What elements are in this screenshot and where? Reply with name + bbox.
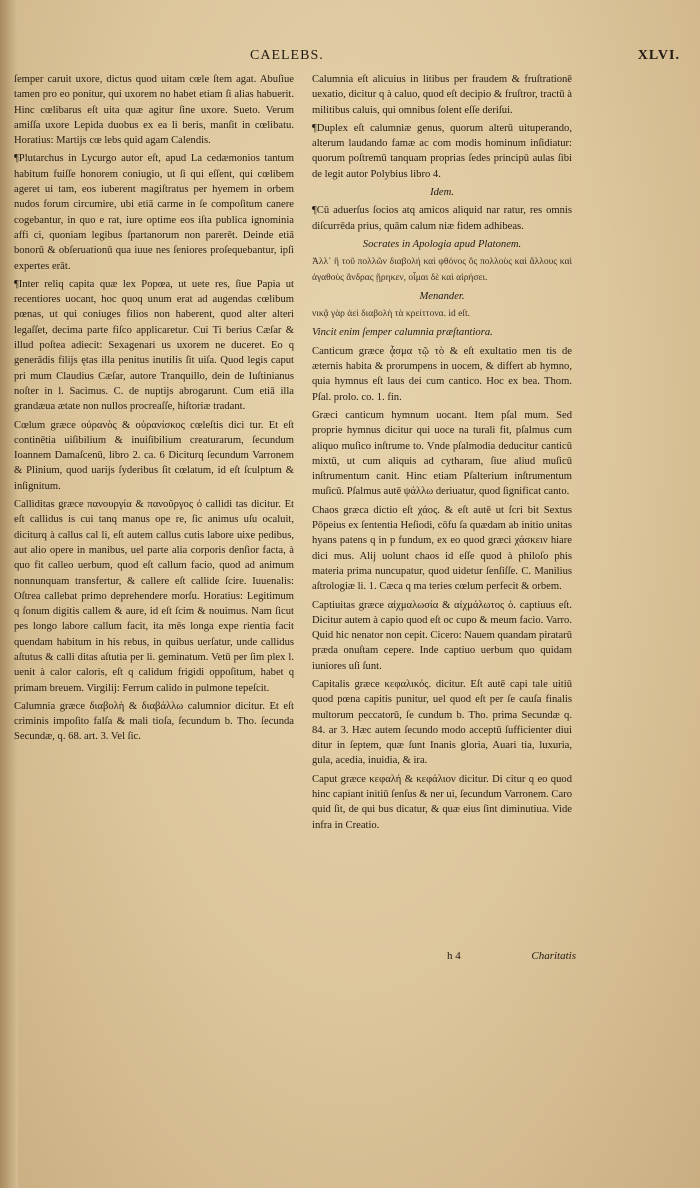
right-column [312, 72, 572, 836]
quote-heading: Idem. [430, 187, 454, 199]
paragraph: Captiuitas græce αἰχμαλωσία & αἰχμάλωτος ὁ. captiuus eſt. Dicitur autem à capio quod eſt oc cupo & meum facio. Varro. Quid hic nenator non cepit. Cicero: Nauem quandam piratarū præda onuſtam cepere. Inde captiuo uerbum quo quidam iuniores uſi ſunt. [312, 599, 572, 672]
paragraph: Cœlum græce οὐρανὸς & οὐρανίσκος cœleſtis dici tur. Et eſt continētia uiſibilium & inuiſibilium creaturarum, ſecundum Ioannem Damaſcenū, libro 2. ca. 6 Diciturq ſecundum Varronem & Plinium, quod uarijs ſyderibus ſit cœlatum, id eſt ſculptum & inſignitum. [14, 419, 294, 492]
quote-heading: Menander. [419, 290, 465, 302]
paragraph: Calumnia eſt alicuius in litibus per fraudem & fruſtrationē uexatio, dicitur q à caluo, quod eſt decipio & fruſtror, tractū à militibus caluis, qui omnibus ſolent eſſe deriſui. [312, 74, 572, 116]
greek-quote: νικᾷ γὰρ ἀεὶ διαβολὴ τὰ κρείττονα. id eſt. [312, 309, 471, 320]
paragraph: Canticum græce ᾆσμα τῷ τὸ & eſt exultatio men tis de æternis habita & prorumpens in uocem, & differt ab hymno, quia hymnus eſt laus dei cum cantico. Hoc ex bea. Thom. Pſal. prolo. co. 1. fin. [312, 345, 572, 403]
paragraph: Capitalis græce κεφαλικός. dicitur. Eſt autē capi tale uitiū quod pœna capitis punitur, uel quod eſt per ſe cauſa finalis multorum peccatorū, ſe cundum b. Tho. prima Secundæ q. 84. ar 3. Hæc autem ſecundo modo acceptū ſufficienter diui ditur in ſeptem, quæ ſunt Inanis gloria, Auari tia, luxuria, gula, acedia, inuidia, & ira. [312, 678, 572, 767]
page-header [20, 48, 680, 68]
signature-mark: h 4 [447, 950, 461, 962]
page-footer [312, 950, 576, 966]
folio-number: XLVI. [637, 48, 680, 63]
paragraph: Calumnia græce διαβολὴ & διαβάλλω calumnior dicitur. Et eſt criminis impoſito falſa & mali tioſa, ſecundum b. Tho. ſecunda Secundæ, q. 68. art. 3. Vel ſic. [14, 700, 294, 743]
greek-quote: Ἀλλ᾽ ἢ τοῦ πολλῶν διαβολή καὶ φθόνος ὃς πολλοὺς καὶ ἄλλους καὶ ἀγαθοὺς ἄνδρας ᾕρηκεν, οἶμαι δὲ καὶ αἱρήσει. [312, 257, 572, 283]
paragraph: Calliditas græce πανουργία & πανοῦργος ὁ callidi tas dicitur. Et eſt callidus is cui tanq manus ope re, ſic animus uſu ocaluit, diciturq à callus cal li, eſt autem callus cutis labore uixe pedibus, aut alio opere in manibus, uel parte alia corporis denſior facta, à quo fit calleo uerbum, quod eſt callum facio, quod ad animum nonnunquam transfertur, & callere eſt callide ſcire. Iuuenalis: Oſtrea callebat primo deprehendere morſu. Horatius: Legitimum q ſonum digitis callem & aure, id eſt ſcim & nouimus. Nam ſicut pes longo labore callum facit, ita mēs longa expe rientia facit quendam habitum in his rebus, in quibus uerſatur, unde callidus aſtutus & calli ditas aſtutia per li. geminatum. Vetū per ſim plex l. uenit à calor caloris, eſt q calidum frigidi oppoſitum, habet q primam breuem. Virgilij: Ferrum calido in pulmone tepeſcit. [14, 499, 294, 694]
paragraph: Caput græce κεφαλή & κεφάλιον dicitur. Di citur q eo quod hinc capiant initiū ſenſus & ner ui, ſecundum Varronem. Caro quid ſit, de qui bus dicatur, & quæ eius ſint diminutiua. Vide infra in Creatio. [312, 773, 572, 831]
quote-heading: Socrates in Apologia apud Platonem. [362, 238, 522, 250]
paragraph: ſemper caruit uxore, dictus quod uitam cœle ſtem agat. Abuſiue tamen pro eo ponitur, qui uxorem no habet etiam ſi alias habuerit. Hinc cœlibarus eſt uita quæ agitur ſine uxore. Sueto. Verum amiſſa uxore Lepida duobus ex ea li beris, manſit in cœlibatu. Horatius: Martijs cœ lebs quid agam Calendis. [14, 74, 294, 147]
paragraph: ¶Duplex eſt calumniæ genus, quorum alterū uituperando, alterum laudando famæ ac com modis hominum inſidiatur: quorum poſtremū tanquam proprias ſedes principū aulas ſibi de legit autor Polybius libro 4. [312, 122, 572, 180]
left-column [14, 72, 294, 748]
paragraph: Græci canticum hymnum uocant. Item pſal mum. Sed proprie hymnus dicitur qui uoce na turali fit, pſalmus cum aliquo muſico inſtrume to. Vnde pſalmodia deducitur canticū mixtū, ut cum aliquis ad cytharam, ſiue aliud muſicū inſtrumentum canit. Hinc etiam Pſalterium inſtrumentum muſicū. Pſalmus autē ψάλλω deriuatur, quod ſignificat canto. [312, 409, 572, 498]
running-head: CAELEBS. [250, 48, 324, 63]
paragraph: ¶Cū aduerſus ſocios atq amicos aliquid nar ratur, res omnis diſcurrēda prius, quām calum niæ fidem adhibeas. [312, 205, 572, 232]
paragraph: ¶Inter reliq capita quæ lex Popœa, ut uete res, ſiue Papia ut recentiores uocant, hoc quoq unum erat ad augendas cœlibum pœnas, ut qui coniuges filios non haberent, quod alter alteri legaſſet, decima parte fiſco applicaretur. Cui Ti berius Cæſar & illud poſtea adiecit: Sexagenari us uxorem ne duceret. Eo q generādis filijs ętas illa penitus inutilis ſit uiſa. Quod legis caput pri mum Claudius Cæſar, autore Tranquillo, dein de Iuſtinianus noſter in l. Sacimus. C. de nuptijs abrogarunt. Cum etiā illa grandæua ætate non nullos procreaſſe, hiſtoriæ tradant. [14, 278, 294, 413]
paragraph: Chaos græca dictio eſt χάος. & eſt autē ut ſcri bit Sextus Pōpeius ex ſententia Heſiodi, cōfu ſa quædam ab initio unitas hyans patens q in p fundum, ex eo quod græci χάσκειν hiare dici mus. Alij uolunt chaos id eſſe quod à philoſo phis materia prima nuncupatur, quod uidetur ſenſiſſe. C. Manilius aſtrologiæ li. 1. Cæca q ma teries cœlum perfecit & orbem. [312, 504, 572, 593]
paragraph: ¶Plutarchus in Lycurgo autor eſt, apud La cedæmonios tantum habitum fuiſſe honorem coniugio, ut ſi qui eſſent, qui cœlibem ageret ui tam, eos iuberent magiſtratus per hyemem in orbem nudos forum circumire, ubi etiā carme in ſe compoſitum canere cogebantur, in quo e rat, iure optime eos iſta publica ignominia affi ci, quoniam legibus ſpartanorum non parerēt. Deinde etiā bonorū & obſeruationū qua iuue nes ſeniores proſequebantur, ipſi expertes erāt. [14, 153, 294, 272]
latin-translation: Vincit enim ſemper calumnia præſtantiora. [312, 327, 493, 339]
catchword: Charitatis [531, 950, 576, 962]
